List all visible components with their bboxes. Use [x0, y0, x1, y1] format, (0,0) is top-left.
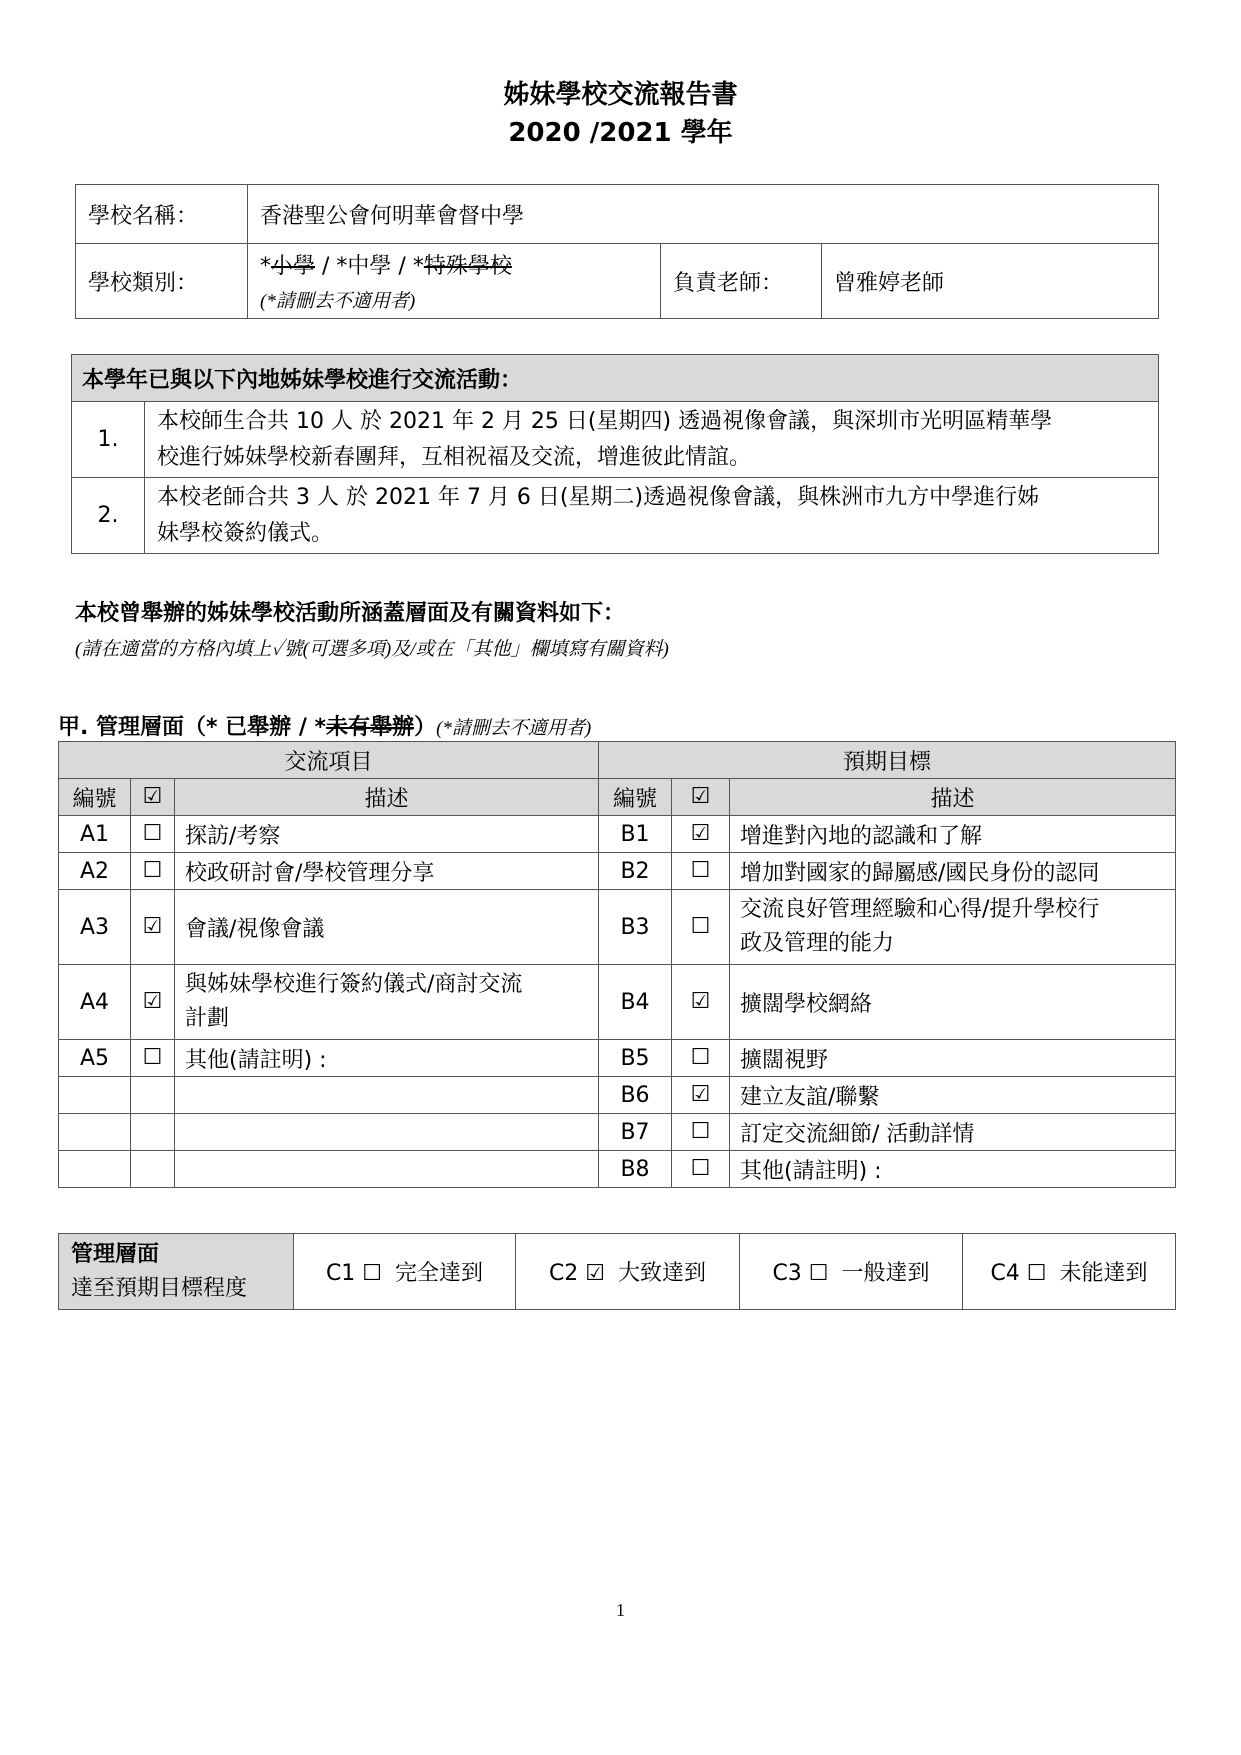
option-text: 大致達到: [618, 1261, 707, 1286]
item-code: A3: [59, 890, 131, 965]
checkbox-icon: ☐: [362, 1261, 383, 1286]
academic-year: 2020 /2021 學年: [508, 118, 733, 148]
type-sep: / *: [391, 254, 424, 279]
goal-checkbox[interactable]: [672, 1114, 730, 1151]
achievement-table: [58, 1233, 1176, 1310]
activity-number: 2.: [72, 478, 145, 554]
achievement-option-c1[interactable]: [294, 1234, 516, 1310]
type-note: (*請刪去不適用者): [260, 291, 416, 312]
item-code: A4: [59, 965, 131, 1040]
section-a-title-strike: 未有舉辦: [326, 715, 415, 740]
right-header: 預期目標: [599, 742, 1176, 779]
activity-line: 妹學校簽約儀式。: [157, 520, 334, 546]
school-info-table: [75, 184, 1159, 319]
empty-cell: [131, 1077, 175, 1114]
checkbox-icon: ☐: [142, 858, 163, 883]
goal-checkbox[interactable]: [672, 965, 730, 1040]
goal-code: B1: [599, 816, 672, 853]
col-check-header: [131, 779, 175, 816]
col-check-header: [672, 779, 730, 816]
item-desc: 校政研討會/學校管理分享: [175, 853, 599, 890]
achievement-option-c3[interactable]: [740, 1234, 963, 1310]
school-type-label: 學校類別：: [76, 244, 248, 319]
item-checkbox[interactable]: [131, 853, 175, 890]
school-type-options: [260, 249, 660, 280]
achievement-label-line1: 管理層面: [71, 1241, 160, 1267]
page-number: 1: [616, 1600, 625, 1620]
checkbox-icon: ☐: [1026, 1261, 1047, 1286]
checkbox-icon: ☑: [690, 989, 711, 1014]
checkbox-icon: ☐: [690, 1156, 711, 1181]
item-desc: [175, 965, 599, 1040]
option-text: 未能達到: [1059, 1261, 1148, 1286]
goal-desc: 其他(請註明) :: [730, 1151, 1176, 1188]
type-sep: / *: [315, 254, 348, 279]
goal-desc-line: 交流良好管理經驗和心得/提升學校行: [740, 897, 1100, 922]
report-title: 姊妹學校交流報告書: [503, 80, 738, 110]
option-code: C3: [772, 1261, 802, 1286]
empty-cell: [59, 1077, 131, 1114]
type-special: 特殊學校: [423, 254, 512, 279]
col-desc-header: 描述: [730, 779, 1176, 816]
management-table: [58, 741, 1176, 1188]
item-checkbox[interactable]: [131, 890, 175, 965]
achievement-label-line2: 達至預期目標程度: [71, 1275, 248, 1301]
checkbox-icon: ☑: [142, 914, 163, 939]
option-text: 完全達到: [395, 1261, 484, 1286]
goal-code: B4: [599, 965, 672, 1040]
goal-checkbox[interactable]: [672, 853, 730, 890]
goal-code: B5: [599, 1040, 672, 1077]
option-code: C1: [325, 1261, 356, 1286]
checkbox-icon: ☑: [142, 989, 163, 1014]
goal-desc: [730, 890, 1176, 965]
table-row: [59, 890, 1176, 965]
coverage-note: (請在適當的方格內填上✓號(可選多項)及/或在「其他」欄填寫有關資料): [75, 639, 669, 660]
goal-desc: 建立友誼/聯繫: [730, 1077, 1176, 1114]
table-row: [59, 1077, 1176, 1114]
option-text: 一般達到: [841, 1261, 930, 1286]
school-name-value: 香港聖公會何明華會督中學: [248, 185, 1159, 244]
checkbox-icon: ☐: [142, 1045, 163, 1070]
activity-line: 本校老師合共 3 人 於 2021 年 7 月 6 日(星期二)透過視像會議，與株洲市九方中學進行姊: [157, 484, 1040, 510]
school-type-cell: [248, 244, 661, 319]
checkbox-icon: ☐: [808, 1261, 829, 1286]
item-code: A5: [59, 1040, 131, 1077]
item-checkbox[interactable]: [131, 816, 175, 853]
section-a-title-note: (*請刪去不適用者): [436, 718, 592, 739]
table-row: [59, 1151, 1176, 1188]
section-a-title-suffix: ）: [414, 715, 437, 740]
goal-code: B8: [599, 1151, 672, 1188]
goal-checkbox[interactable]: [672, 1077, 730, 1114]
goal-code: B7: [599, 1114, 672, 1151]
school-name-label: 學校名稱：: [76, 185, 248, 244]
table-row: [59, 816, 1176, 853]
checkbox-icon: ☐: [690, 1045, 711, 1070]
item-desc: 探訪/考察: [175, 816, 599, 853]
achievement-label: [59, 1234, 294, 1310]
checkbox-icon: ☑: [690, 1082, 711, 1107]
activities-heading: 本學年已與以下內地姊妹學校進行交流活動：: [72, 355, 1159, 402]
empty-cell: [131, 1151, 175, 1188]
empty-cell: [175, 1114, 599, 1151]
goal-checkbox[interactable]: [672, 1151, 730, 1188]
checkbox-checked-icon: ☑: [142, 784, 163, 809]
achievement-option-c4[interactable]: [963, 1234, 1176, 1310]
activity-line: 本校師生合共 10 人 於 2021 年 2 月 25 日(星期四) 透過視像會議，與深圳市光明區精華學: [157, 408, 1053, 434]
checkbox-checked-icon: ☑: [690, 784, 711, 809]
goal-checkbox[interactable]: [672, 890, 730, 965]
goal-desc-line: 政及管理的能力: [740, 931, 895, 956]
activity-description: [145, 402, 1159, 478]
item-code: A2: [59, 853, 131, 890]
type-star: *: [260, 254, 271, 279]
checkbox-icon: ☐: [142, 821, 163, 846]
goal-code: B2: [599, 853, 672, 890]
table-row: [59, 965, 1176, 1040]
item-checkbox[interactable]: [131, 1040, 175, 1077]
checkbox-icon: ☐: [690, 1119, 711, 1144]
item-desc-line: 與姊妹學校進行簽約儀式/商討交流: [185, 972, 523, 997]
goal-desc: 擴闊學校網絡: [730, 965, 1176, 1040]
teacher-value: 曾雅婷老師: [822, 244, 1159, 319]
coverage-heading: 本校曾舉辦的姊妹學校活動所涵蓋層面及有關資料如下：: [75, 601, 626, 626]
empty-cell: [175, 1077, 599, 1114]
goal-checkbox[interactable]: [672, 816, 730, 853]
item-desc: 其他(請註明) :: [175, 1040, 599, 1077]
type-primary: 小學: [271, 254, 316, 279]
item-code: A1: [59, 816, 131, 853]
activity-line: 校進行姊妹學校新春團拜，互相祝福及交流，增進彼此情誼。: [157, 444, 752, 470]
table-row: [59, 1114, 1176, 1151]
table-row: [59, 853, 1176, 890]
goal-code: B6: [599, 1077, 672, 1114]
section-a-title-prefix: 甲. 管理層面（* 已舉辦 / *: [58, 715, 327, 740]
empty-cell: [175, 1151, 599, 1188]
checkbox-icon: ☐: [690, 858, 711, 883]
type-secondary: 中學: [347, 254, 392, 279]
teacher-label: 負責老師：: [661, 244, 822, 319]
empty-cell: [59, 1114, 131, 1151]
empty-cell: [59, 1151, 131, 1188]
achievement-option-c2[interactable]: [516, 1234, 740, 1310]
goal-desc: 增加對國家的歸屬感/國民身份的認同: [730, 853, 1176, 890]
option-code: C4: [990, 1261, 1020, 1286]
section-a-title: [58, 710, 591, 741]
item-desc: 會議/視像會議: [175, 890, 599, 965]
col-no-header: 編號: [599, 779, 672, 816]
col-no-header: 編號: [59, 779, 131, 816]
activities-table: [71, 354, 1159, 554]
option-code: C2: [548, 1261, 579, 1286]
goal-code: B3: [599, 890, 672, 965]
left-header: 交流項目: [59, 742, 599, 779]
goal-desc: 增進對內地的認識和了解: [730, 816, 1176, 853]
goal-desc: 訂定交流細節/ 活動詳情: [730, 1114, 1176, 1151]
col-desc-header: 描述: [175, 779, 599, 816]
goal-checkbox[interactable]: [672, 1040, 730, 1077]
item-checkbox[interactable]: [131, 965, 175, 1040]
activity-description: [145, 478, 1159, 554]
checkbox-icon: ☑: [690, 821, 711, 846]
empty-cell: [131, 1114, 175, 1151]
table-row: [59, 1040, 1176, 1077]
goal-desc: 擴闊視野: [730, 1040, 1176, 1077]
checkbox-icon: ☑: [585, 1261, 606, 1286]
checkbox-icon: ☐: [690, 914, 711, 939]
activity-number: 1.: [72, 402, 145, 478]
item-desc-line: 計劃: [185, 1006, 230, 1031]
